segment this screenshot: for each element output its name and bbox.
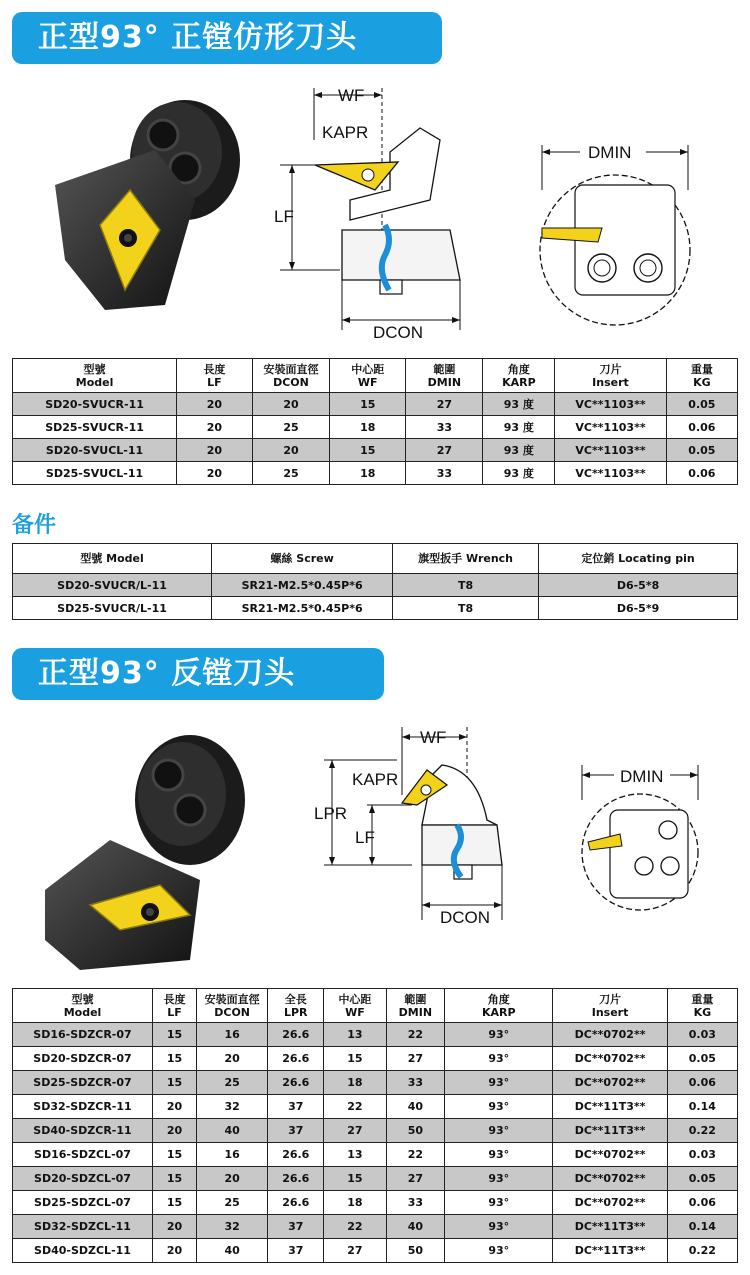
table-cell: 26.6 [268, 1167, 324, 1191]
wf-label: WF [338, 86, 365, 105]
table-cell: 27 [324, 1119, 386, 1143]
header-lpr: 全長 LPR [268, 989, 324, 1023]
table-cell: SD16-SDZCR-07 [13, 1023, 153, 1047]
dcon-label-2: DCON [440, 908, 491, 927]
table-cell: 93° [445, 1119, 553, 1143]
table-cell: DC**0702** [553, 1143, 667, 1167]
section2-product-photo [40, 730, 250, 975]
table-row: SD25-SVUCR/L-11 SR21-M2.5*0.45P*6 T8 D6-5*9 [13, 597, 738, 620]
table-cell: SD20-SDZCL-07 [13, 1167, 153, 1191]
table-cell: 22 [324, 1215, 386, 1239]
table-cell: 15 [324, 1047, 386, 1071]
table-cell: 0.05 [667, 1047, 737, 1071]
section1-product-photo [45, 90, 245, 315]
table-cell: 18 [324, 1191, 386, 1215]
table-cell: 93° [445, 1023, 553, 1047]
header-wrench: 旗型扳手 Wrench [393, 544, 539, 574]
header-karp: 角度 KARP [483, 359, 555, 393]
table-cell: 27 [324, 1239, 386, 1263]
table-cell: SD25-SDZCR-07 [13, 1071, 153, 1095]
header-screw: 螺絲 Screw [212, 544, 393, 574]
table-row [13, 1143, 738, 1167]
table-cell: SD32-SDZCL-11 [13, 1215, 153, 1239]
table-cell: 37 [268, 1239, 324, 1263]
table-cell: 13 [324, 1023, 386, 1047]
table-cell: 15 [152, 1071, 196, 1095]
header-lf: 長度 LF [177, 359, 253, 393]
table-row: SD20-SVUCR-11 20 20 15 27 93 度 VC**1103** 0.05 [13, 393, 738, 416]
table-cell: DC**0702** [553, 1191, 667, 1215]
header-locating-pin: 定位銷 Locating pin [539, 544, 738, 574]
table-row [13, 1215, 738, 1239]
table-header-row [13, 359, 738, 393]
header-dmin: 範圍 DMIN [386, 989, 445, 1023]
table-cell: 26.6 [268, 1071, 324, 1095]
dmin-label: DMIN [588, 143, 632, 162]
section1-title: 正型93° 正镗仿形刀头 [38, 20, 358, 55]
table-cell: 37 [268, 1095, 324, 1119]
table-cell: 32 [197, 1095, 268, 1119]
table-cell: DC**11T3** [553, 1239, 667, 1263]
table-row [13, 1095, 738, 1119]
table-cell: 93° [445, 1239, 553, 1263]
table-cell: DC**0702** [553, 1167, 667, 1191]
section1-title-banner [12, 12, 442, 64]
table-cell: 93° [445, 1143, 553, 1167]
header-insert: 刀片 Insert [555, 359, 666, 393]
table-cell: 18 [324, 1071, 386, 1095]
section2-title-banner [12, 648, 384, 700]
section1-side-drawing [270, 80, 470, 340]
section2-title: 正型93° 反镗刀头 [38, 656, 296, 691]
table-cell: DC**11T3** [553, 1215, 667, 1239]
table-cell: 0.14 [667, 1215, 737, 1239]
table-cell: 33 [386, 1191, 445, 1215]
header-dmin: 範圍 DMIN [406, 359, 483, 393]
table-cell: SD40-SDZCR-11 [13, 1119, 153, 1143]
table-cell: 93° [445, 1215, 553, 1239]
table-cell: 15 [152, 1023, 196, 1047]
header-lf: 長度 LF [152, 989, 196, 1023]
table-cell: 26.6 [268, 1023, 324, 1047]
table-cell: SD20-SDZCR-07 [13, 1047, 153, 1071]
table-cell: SD25-SDZCL-07 [13, 1191, 153, 1215]
lf-label-2: LF [355, 828, 375, 847]
table-cell: 40 [386, 1215, 445, 1239]
table-cell: 0.05 [667, 1167, 737, 1191]
table-cell: 93° [445, 1047, 553, 1071]
table-cell: 93° [445, 1167, 553, 1191]
table-cell: 26.6 [268, 1191, 324, 1215]
table-cell: DC**11T3** [553, 1095, 667, 1119]
section1-spec-table [12, 358, 738, 485]
table-row [13, 1239, 738, 1263]
table-cell: 27 [386, 1047, 445, 1071]
table-cell: 93° [445, 1095, 553, 1119]
table-cell: 20 [152, 1095, 196, 1119]
table-header-row [13, 544, 738, 574]
table-row: SD25-SVUCL-11 20 25 18 33 93 度 VC**1103** 0.06 [13, 462, 738, 485]
table-row [13, 1119, 738, 1143]
table-cell: 15 [324, 1167, 386, 1191]
dcon-label: DCON [373, 323, 424, 340]
table-cell: 20 [197, 1167, 268, 1191]
header-model: 型號 Model [13, 989, 153, 1023]
table-cell: 0.22 [667, 1239, 737, 1263]
header-insert: 刀片 Insert [553, 989, 667, 1023]
table-cell: 50 [386, 1119, 445, 1143]
section2-end-view-drawing [570, 760, 710, 925]
table-cell: 0.03 [667, 1143, 737, 1167]
header-dcon: 安裝面直徑 DCON [252, 359, 329, 393]
header-kg: 重量 KG [666, 359, 737, 393]
table-cell: 25 [197, 1071, 268, 1095]
spare-parts-table [12, 543, 738, 620]
table-cell: SD40-SDZCL-11 [13, 1239, 153, 1263]
kapr-label: KAPR [322, 123, 369, 142]
table-cell: 22 [324, 1095, 386, 1119]
table-cell: 15 [152, 1191, 196, 1215]
lpr-label: LPR [314, 804, 348, 823]
table-row [13, 1071, 738, 1095]
table-cell: DC**0702** [553, 1071, 667, 1095]
header-wf: 中心距 WF [324, 989, 386, 1023]
section2-spec-table [12, 988, 738, 1263]
table-cell: 37 [268, 1119, 324, 1143]
table-cell: 15 [152, 1167, 196, 1191]
table-cell: 93° [445, 1191, 553, 1215]
table-cell: 13 [324, 1143, 386, 1167]
section1-end-view-drawing [530, 130, 700, 330]
table-cell: 25 [197, 1191, 268, 1215]
table-cell: DC**11T3** [553, 1119, 667, 1143]
table-cell: 32 [197, 1215, 268, 1239]
table-cell: 40 [197, 1119, 268, 1143]
table-cell: 16 [197, 1023, 268, 1047]
table-cell: 50 [386, 1239, 445, 1263]
table-cell: 26.6 [268, 1047, 324, 1071]
header-model: 型號 Model [13, 544, 212, 574]
table-row [13, 1191, 738, 1215]
table-cell: 0.03 [667, 1023, 737, 1047]
header-karp: 角度 KARP [445, 989, 553, 1023]
table-cell: SD16-SDZCL-07 [13, 1143, 153, 1167]
table-cell: 22 [386, 1143, 445, 1167]
spare-parts-title: 备件 [12, 513, 57, 538]
header-dcon: 安裝面直徑 DCON [197, 989, 268, 1023]
lf-label: LF [274, 207, 294, 226]
table-cell: 33 [386, 1071, 445, 1095]
table-cell: DC**0702** [553, 1047, 667, 1071]
header-wf: 中心距 WF [330, 359, 406, 393]
table-cell: 16 [197, 1143, 268, 1167]
table-cell: 93° [445, 1071, 553, 1095]
table-row: SD20-SVUCL-11 20 20 15 27 93 度 VC**1103** 0.05 [13, 439, 738, 462]
section2-side-drawing [312, 725, 512, 935]
table-cell: 26.6 [268, 1143, 324, 1167]
header-model: 型號 Model [13, 359, 177, 393]
wf-label-2: WF [420, 728, 447, 747]
table-cell: 27 [386, 1167, 445, 1191]
table-row: SD20-SVUCR/L-11 SR21-M2.5*0.45P*6 T8 D6-5*8 [13, 574, 738, 597]
table-cell: 40 [197, 1239, 268, 1263]
table-cell: 0.06 [667, 1191, 737, 1215]
table-cell: 15 [152, 1143, 196, 1167]
header-kg: 重量 KG [667, 989, 737, 1023]
table-cell: DC**0702** [553, 1023, 667, 1047]
table-cell: 15 [152, 1047, 196, 1071]
table-row: SD25-SVUCR-11 20 25 18 33 93 度 VC**1103** 0.06 [13, 416, 738, 439]
table-cell: 20 [152, 1119, 196, 1143]
table-cell: 20 [152, 1215, 196, 1239]
kapr-label-2: KAPR [352, 770, 399, 789]
table-header-row [13, 989, 738, 1023]
table-cell: 20 [197, 1047, 268, 1071]
dmin-label-2: DMIN [620, 767, 664, 786]
table-row [13, 1047, 738, 1071]
table-row [13, 1167, 738, 1191]
table-row [13, 1023, 738, 1047]
table-cell: 0.14 [667, 1095, 737, 1119]
table-cell: 0.06 [667, 1071, 737, 1095]
table-cell: 0.22 [667, 1119, 737, 1143]
table-cell: SD32-SDZCR-11 [13, 1095, 153, 1119]
table-cell: 40 [386, 1095, 445, 1119]
table-cell: 20 [152, 1239, 196, 1263]
table-cell: 37 [268, 1215, 324, 1239]
table-cell: 22 [386, 1023, 445, 1047]
